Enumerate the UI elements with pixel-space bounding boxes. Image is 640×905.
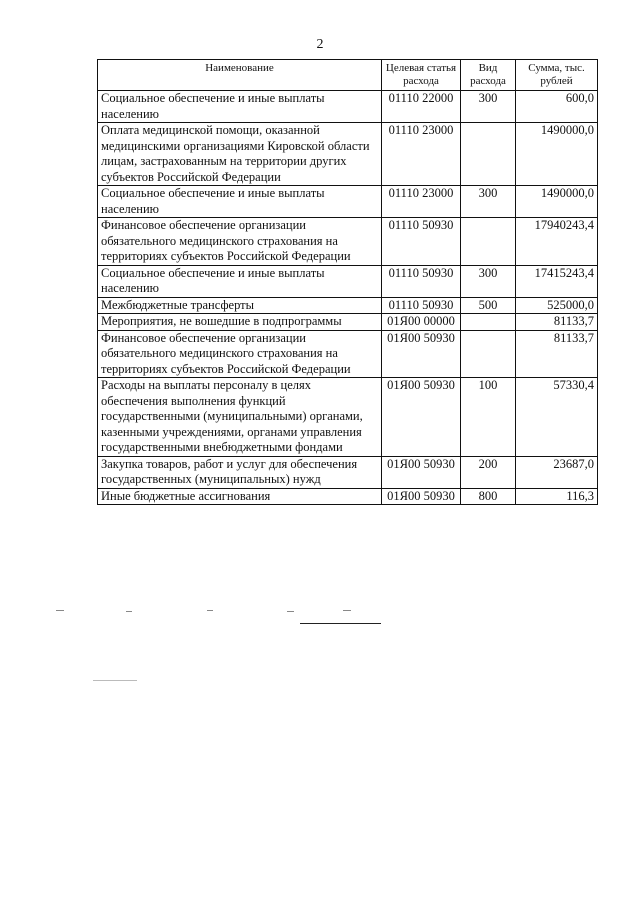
table-row: [98, 488, 598, 505]
row-expense-type: [461, 330, 516, 378]
row-target-item: 01Я00 50930: [382, 456, 461, 488]
row-name: Расходы на выплаты персоналу в целях обеспечения выполнения функций государственными (муниципальными) органами, казенными учреждениями, органами управления государственными внебюджетными фондами: [98, 378, 382, 457]
page-number: 2: [316, 37, 324, 52]
table-row: [98, 330, 598, 378]
row-target-item: 01110 23000: [382, 123, 461, 186]
row-name: Финансовое обеспечение организации обязательного медицинского страхования на территориях субъектов Российской Федерации: [98, 330, 382, 378]
row-name: Социальное обеспечение и иные выплаты населению: [98, 91, 382, 123]
scan-artifact: [207, 610, 213, 611]
row-target-item: 01Я00 50930: [382, 378, 461, 457]
row-name: Социальное обеспечение и иные выплаты населению: [98, 265, 382, 297]
table-row: [98, 218, 598, 266]
table-row: [98, 91, 598, 123]
row-expense-type: 300: [461, 265, 516, 297]
row-expense-type: 500: [461, 297, 516, 314]
row-expense-type: 300: [461, 186, 516, 218]
table-row: [98, 456, 598, 488]
row-amount: 1490000,0: [516, 123, 598, 186]
row-amount: 17415243,4: [516, 265, 598, 297]
row-amount: 600,0: [516, 91, 598, 123]
row-target-item: 01110 23000: [382, 186, 461, 218]
row-expense-type: [461, 314, 516, 331]
header-amount: Сумма, тыс. рублей: [516, 60, 598, 91]
row-name: Межбюджетные трансферты: [98, 297, 382, 314]
row-name: Социальное обеспечение и иные выплаты населению: [98, 186, 382, 218]
table-row: [98, 314, 598, 331]
row-amount: 81133,7: [516, 330, 598, 378]
row-amount: 1490000,0: [516, 186, 598, 218]
row-name: Иные бюджетные ассигнования: [98, 488, 382, 505]
row-target-item: 01110 50930: [382, 297, 461, 314]
row-amount: 17940243,4: [516, 218, 598, 266]
header-expense-type: Вид расхода: [461, 60, 516, 91]
row-amount: 81133,7: [516, 314, 598, 331]
row-target-item: 01Я00 50930: [382, 488, 461, 505]
row-amount: 525000,0: [516, 297, 598, 314]
header-name: Наименование: [98, 60, 382, 91]
table-row: [98, 378, 598, 457]
table-row: [98, 265, 598, 297]
scan-artifact: [56, 610, 64, 611]
row-target-item: 01110 22000: [382, 91, 461, 123]
row-expense-type: 100: [461, 378, 516, 457]
row-name: Оплата медицинской помощи, оказанной медицинскими организациями Кировской области лицам, застрахованным на территории других субъектов Российской Федерации: [98, 123, 382, 186]
row-expense-type: 300: [461, 91, 516, 123]
row-target-item: 01Я00 00000: [382, 314, 461, 331]
scan-artifact: [126, 611, 132, 612]
header-target-item: Целевая статья расхода: [382, 60, 461, 91]
row-amount: 23687,0: [516, 456, 598, 488]
scan-artifact: [93, 680, 137, 681]
row-target-item: 01Я00 50930: [382, 330, 461, 378]
table-row: [98, 297, 598, 314]
row-expense-type: [461, 123, 516, 186]
row-name: Мероприятия, не вошедшие в подпрограммы: [98, 314, 382, 331]
row-target-item: 01110 50930: [382, 218, 461, 266]
budget-table: [97, 59, 598, 505]
row-amount: 57330,4: [516, 378, 598, 457]
scan-artifact: [287, 611, 294, 612]
row-amount: 116,3: [516, 488, 598, 505]
row-target-item: 01110 50930: [382, 265, 461, 297]
table-row: [98, 186, 598, 218]
table-row: [98, 123, 598, 186]
row-expense-type: [461, 218, 516, 266]
row-name: Финансовое обеспечение организации обязательного медицинского страхования на территориях субъектов Российской Федерации: [98, 218, 382, 266]
end-separator-line: [300, 623, 381, 624]
row-expense-type: 800: [461, 488, 516, 505]
row-expense-type: 200: [461, 456, 516, 488]
row-name: Закупка товаров, работ и услуг для обеспечения государственных (муниципальных) нужд: [98, 456, 382, 488]
scan-artifact: [343, 610, 351, 611]
table-header-row: [98, 60, 598, 91]
